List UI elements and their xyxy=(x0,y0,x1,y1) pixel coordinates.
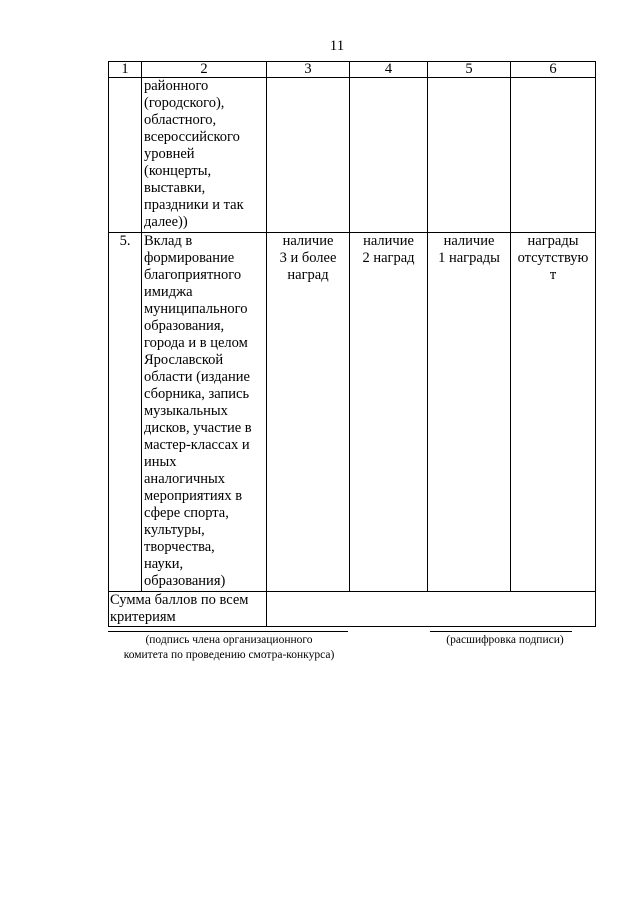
score-cell-4 xyxy=(350,78,428,233)
sum-label: Сумма баллов по всем критериям xyxy=(109,592,267,627)
score-cell-6: награды отсутствую т xyxy=(511,233,596,592)
header-cell-3: 3 xyxy=(267,62,350,78)
row-number xyxy=(109,78,142,233)
header-cell-5: 5 xyxy=(428,62,511,78)
name-decoding-line xyxy=(430,631,572,632)
table-row xyxy=(109,233,596,592)
score-cell-3: наличие 3 и более наград xyxy=(267,233,350,592)
table-row xyxy=(109,78,596,233)
header-cell-2: 2 xyxy=(142,62,267,78)
criterion-text: районного (городского), областного, всероссийского уровней (концерты, выставки, праздники и так далее)) xyxy=(142,78,267,233)
name-decoding-caption: (расшифровка подписи) xyxy=(446,634,564,646)
signature-line xyxy=(108,631,348,632)
header-cell-6: 6 xyxy=(511,62,596,78)
row-number: 5. xyxy=(109,233,142,592)
score-cell-5 xyxy=(428,78,511,233)
page-number: 11 xyxy=(329,38,345,54)
criteria-table xyxy=(108,61,596,627)
header-cell-1: 1 xyxy=(109,62,142,78)
score-cell-4: наличие 2 наград xyxy=(350,233,428,592)
sum-value xyxy=(267,592,596,627)
header-cell-4: 4 xyxy=(350,62,428,78)
score-cell-5: наличие 1 награды xyxy=(428,233,511,592)
signature-caption: (подпись члена организационного комитета по проведению смотра-конкурса) xyxy=(123,634,335,661)
sum-row xyxy=(109,592,596,627)
score-cell-3 xyxy=(267,78,350,233)
criterion-text: Вклад в формирование благоприятного имиджа муниципального образования, города и в целом Ярославской области (издание сборника, запись музыкальных дисков, участие в мастер-классах и иных аналогичных мероприятиях в сфере спорта, культуры, творчества, науки, образования) xyxy=(142,233,267,592)
score-cell-6 xyxy=(511,78,596,233)
table-header-row xyxy=(109,62,596,78)
